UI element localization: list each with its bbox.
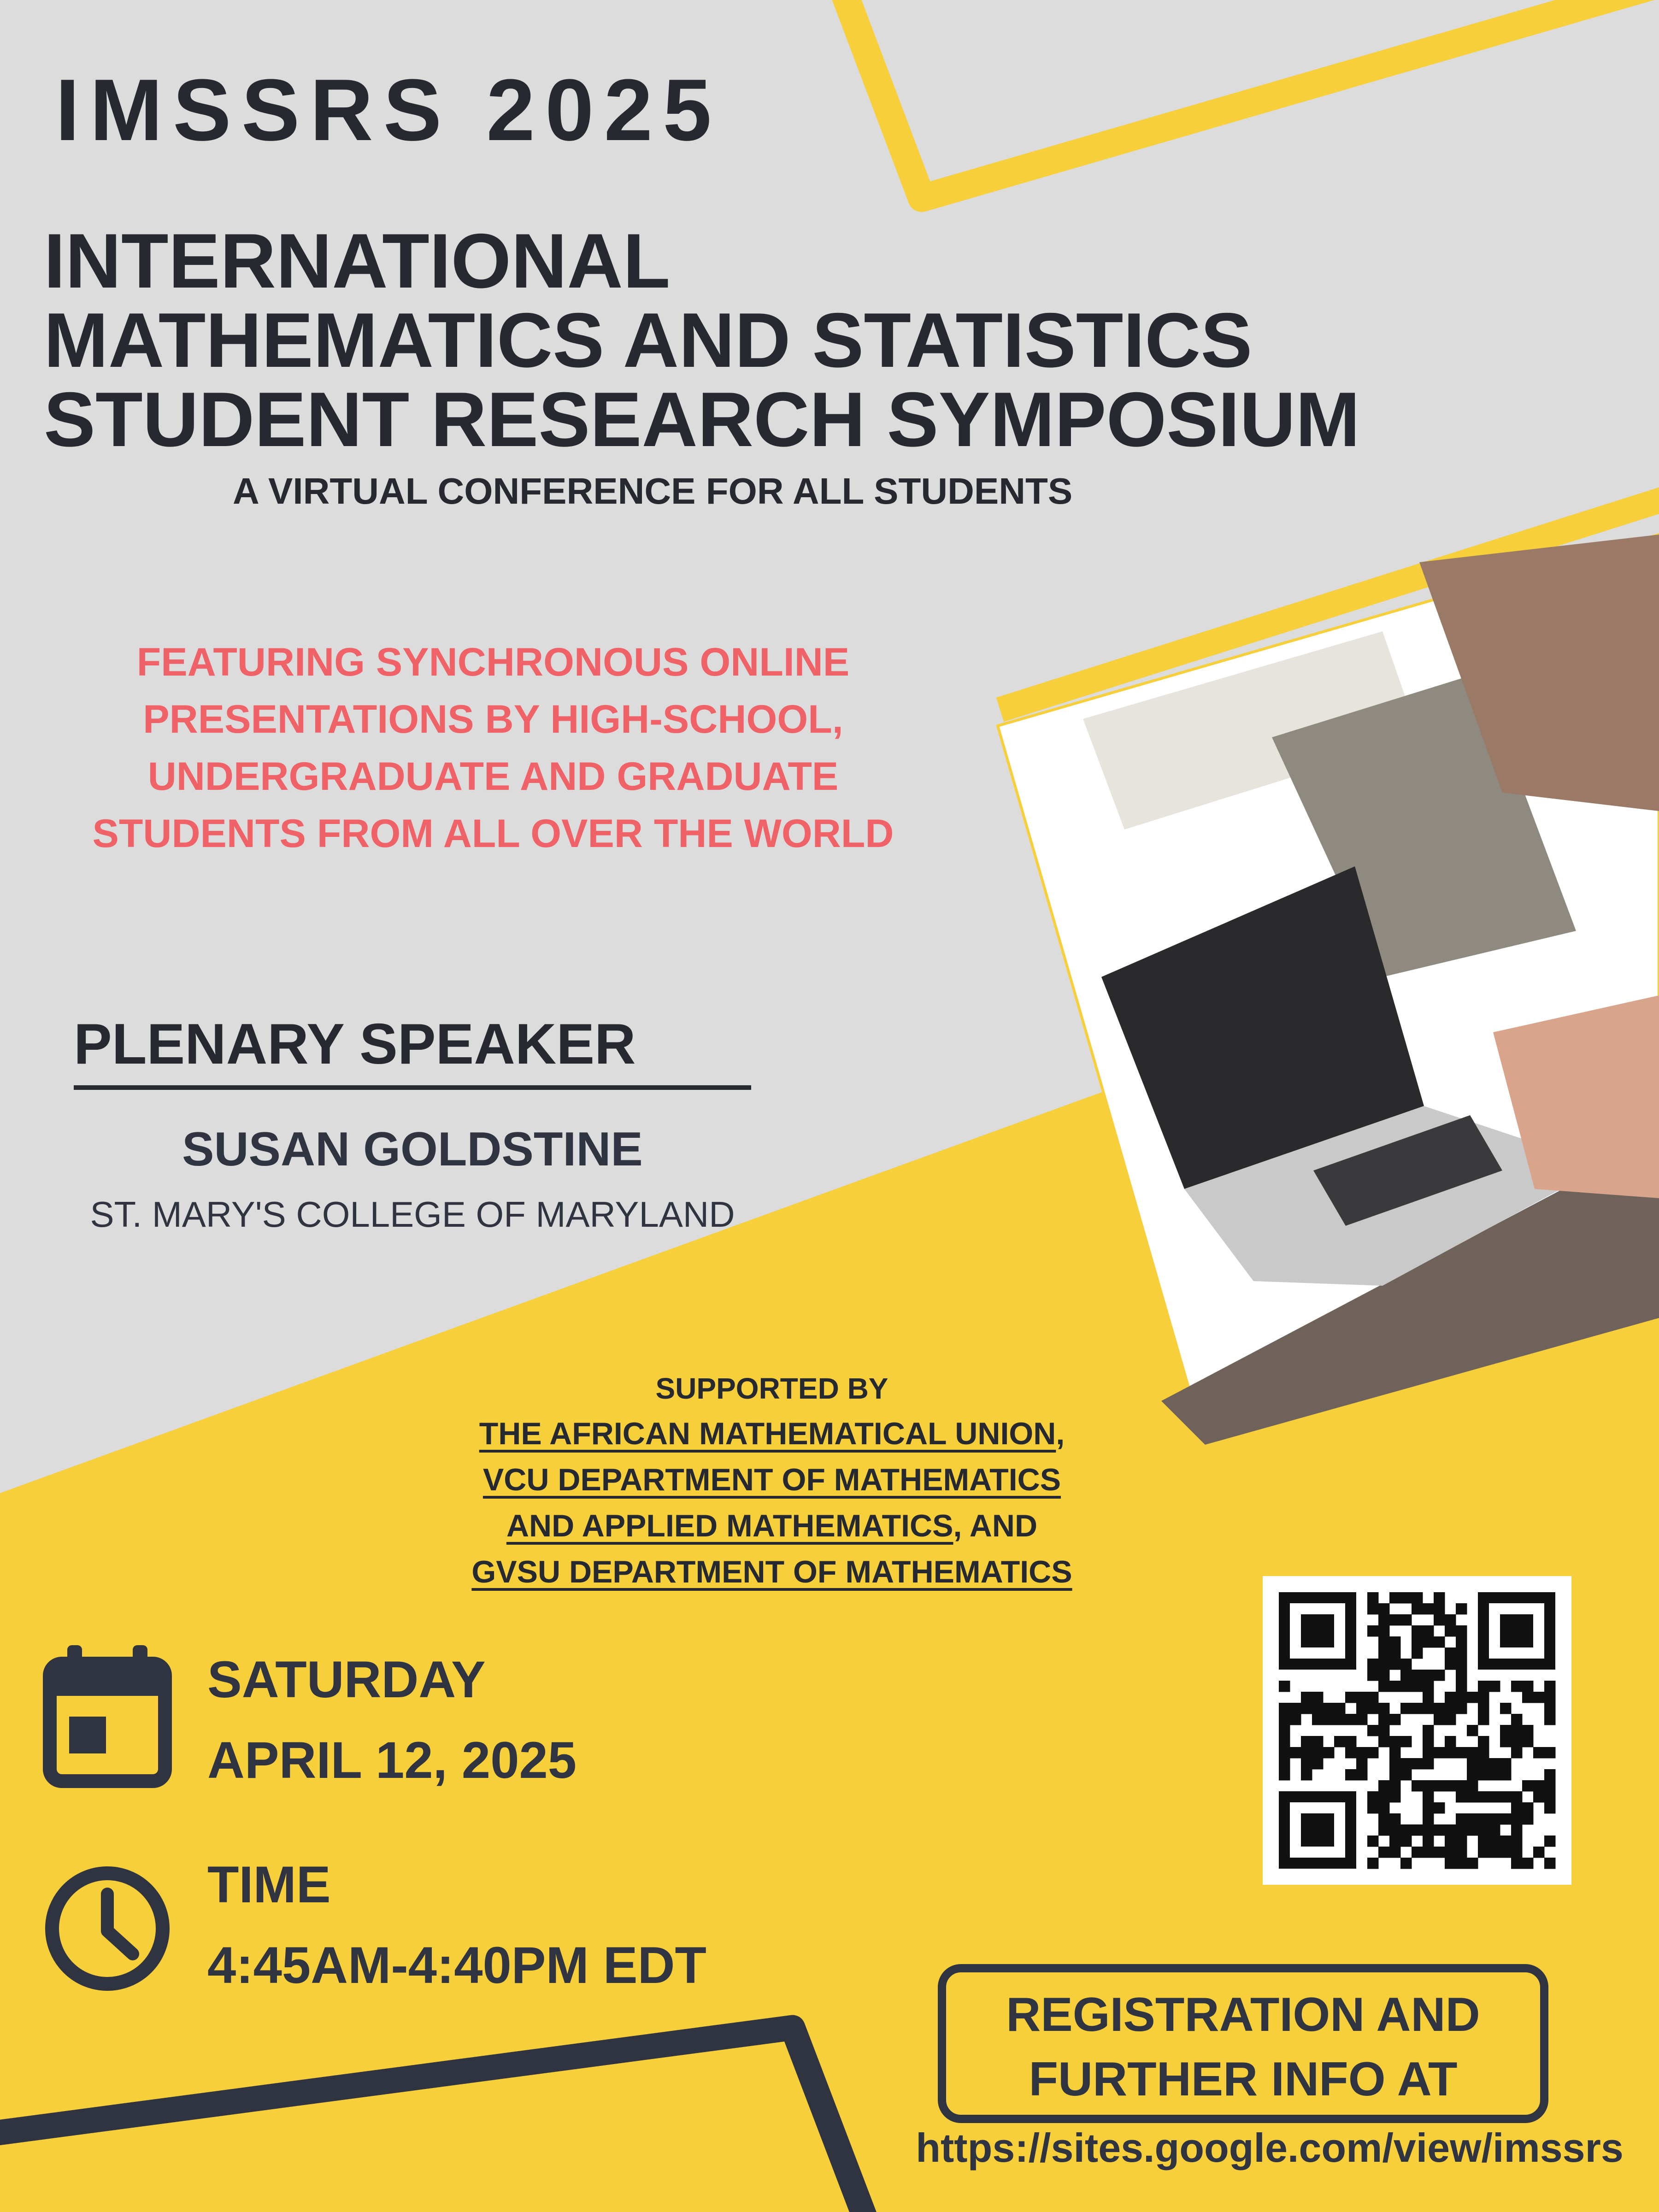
qr-module [1378, 1802, 1390, 1814]
qr-module [1301, 1703, 1312, 1714]
qr-module [1456, 1813, 1467, 1825]
qr-module [1434, 1614, 1445, 1626]
event-date: APRIL 12, 2025 [207, 1731, 577, 1789]
qr-module [1456, 1647, 1467, 1659]
qr-module [1367, 1802, 1379, 1814]
qr-module [1323, 1714, 1335, 1725]
qr-module [1434, 1703, 1445, 1714]
qr-module [1489, 1758, 1500, 1770]
qr-module [1456, 1847, 1467, 1858]
qr-module [1356, 1703, 1368, 1714]
qr-module [1400, 1659, 1412, 1670]
qr-module [1367, 1692, 1379, 1703]
qr-module [1500, 1736, 1512, 1747]
event-title-line: MATHEMATICS AND STATISTICS [44, 297, 1253, 383]
qr-module [1500, 1791, 1512, 1803]
qr-module [1378, 1813, 1390, 1825]
qr-module [1434, 1824, 1445, 1836]
qr-module [1301, 1813, 1334, 1847]
qr-module [1389, 1736, 1401, 1747]
sponsor-line [438, 1503, 1106, 1549]
qr-module [1456, 1703, 1467, 1714]
qr-module [1533, 1791, 1545, 1803]
qr-module [1500, 1758, 1512, 1770]
qr-module [1378, 1703, 1390, 1714]
qr-module [1378, 1736, 1390, 1747]
qr-module [1478, 1692, 1489, 1703]
qr-module [1279, 1758, 1290, 1770]
qr-module [1478, 1824, 1489, 1836]
qr-module [1445, 1703, 1456, 1714]
qr-module [1356, 1692, 1368, 1703]
qr-module [1423, 1824, 1434, 1836]
sponsor-line [438, 1457, 1106, 1503]
qr-module [1522, 1858, 1534, 1869]
qr-module [1334, 1714, 1346, 1725]
qr-module [1445, 1625, 1456, 1637]
qr-module [1434, 1592, 1445, 1604]
qr-module [1356, 1747, 1368, 1759]
time-value: 4:45AM-4:40PM EDT [207, 1936, 706, 1994]
qr-module [1345, 1747, 1357, 1759]
qr-module [1522, 1802, 1534, 1814]
qr-module [1456, 1670, 1467, 1681]
qr-module [1367, 1625, 1379, 1637]
featuring-line: PRESENTATIONS BY HIGH-SCHOOL, [143, 697, 843, 741]
qr-module [1445, 1824, 1456, 1836]
qr-module [1489, 1835, 1500, 1847]
featuring-line: FEATURING SYNCHRONOUS ONLINE [136, 640, 850, 684]
qr-module [1489, 1824, 1500, 1836]
qr-module [1378, 1824, 1390, 1836]
qr-module [1323, 1703, 1335, 1714]
qr-module [1445, 1835, 1456, 1847]
qr-module [1356, 1758, 1368, 1770]
qr-module [1312, 1692, 1324, 1703]
qr-module [1500, 1813, 1512, 1825]
qr-module [1378, 1636, 1390, 1648]
qr-module [1445, 1847, 1456, 1858]
qr-module [1312, 1714, 1324, 1725]
qr-module [1290, 1747, 1301, 1759]
qr-module [1423, 1791, 1434, 1803]
speaker-name: SUSAN GOLDSTINE [182, 1123, 643, 1176]
event-title-line: INTERNATIONAL [44, 218, 671, 304]
sponsor-link-african-mathematical-union[interactable]: THE AFRICAN MATHEMATICAL UNION [479, 1416, 1056, 1451]
qr-module [1412, 1780, 1423, 1792]
qr-module [1279, 1725, 1290, 1736]
qr-module [1533, 1747, 1545, 1759]
qr-module [1378, 1847, 1390, 1858]
qr-module [1412, 1824, 1423, 1836]
event-acronym: IMSSRS 2025 [55, 61, 722, 159]
qr-module [1522, 1780, 1534, 1792]
featuring-text [55, 634, 931, 862]
qr-module [1367, 1592, 1379, 1604]
qr-module [1544, 1802, 1556, 1814]
qr-module [1489, 1791, 1500, 1803]
qr-module [1400, 1670, 1412, 1681]
qr-module [1301, 1692, 1312, 1703]
qr-module [1522, 1692, 1534, 1703]
qr-module [1478, 1714, 1489, 1725]
qr-module [1434, 1670, 1445, 1681]
qr-module [1356, 1714, 1368, 1725]
qr-module [1434, 1603, 1445, 1615]
qr-module [1412, 1647, 1423, 1659]
sponsor-link-gvsu-mathematics[interactable]: GVSU DEPARTMENT OF MATHEMATICS [471, 1554, 1072, 1589]
qr-module [1367, 1858, 1379, 1869]
qr-module [1389, 1592, 1401, 1604]
qr-module [1456, 1659, 1467, 1670]
qr-module [1522, 1681, 1534, 1692]
qr-module [1400, 1858, 1412, 1869]
qr-module [1434, 1636, 1445, 1648]
qr-module [1500, 1847, 1512, 1858]
qr-module [1500, 1725, 1512, 1736]
qr-module [1434, 1780, 1445, 1792]
qr-module [1423, 1780, 1434, 1792]
qr-module [1544, 1835, 1556, 1847]
qr-module [1389, 1780, 1401, 1792]
qr-module [1423, 1758, 1434, 1770]
qr-module [1389, 1835, 1401, 1847]
qr-module [1400, 1758, 1412, 1770]
qr-module [1423, 1670, 1434, 1681]
qr-module [1445, 1780, 1456, 1792]
qr-module [1367, 1670, 1379, 1681]
qr-module [1467, 1813, 1478, 1825]
qr-module [1467, 1725, 1478, 1736]
qr-module [1511, 1847, 1523, 1858]
qr-module [1511, 1835, 1523, 1847]
qr-module [1389, 1847, 1401, 1858]
qr-module [1389, 1747, 1401, 1759]
qr-module [1544, 1769, 1556, 1781]
qr-module [1378, 1791, 1390, 1803]
sponsor-line [438, 1549, 1106, 1595]
qr-module [1456, 1835, 1467, 1847]
qr-module [1423, 1736, 1434, 1747]
qr-module [1544, 1703, 1556, 1714]
qr-module [1378, 1780, 1390, 1792]
qr-module [1389, 1681, 1401, 1692]
qr-module [1467, 1780, 1478, 1792]
qr-module [1511, 1714, 1523, 1725]
sponsor-separator: , [1056, 1416, 1065, 1451]
qr-module [1356, 1769, 1368, 1781]
registration-box [938, 1964, 1548, 2123]
qr-module [1378, 1647, 1390, 1659]
qr-module [1345, 1769, 1357, 1781]
qr-module [1511, 1725, 1523, 1736]
qr-module [1456, 1747, 1467, 1759]
qr-module [1378, 1614, 1390, 1626]
qr-module [1467, 1692, 1478, 1703]
qr-module [1544, 1747, 1556, 1759]
registration-line: FURTHER INFO AT [1029, 2053, 1458, 2106]
registration-line: REGISTRATION AND [1006, 1988, 1480, 2041]
qr-module [1544, 1714, 1556, 1725]
qr-module [1412, 1592, 1423, 1604]
qr-module [1389, 1659, 1401, 1670]
qr-module [1279, 1681, 1290, 1692]
qr-module [1367, 1703, 1379, 1714]
qr-module [1290, 1714, 1301, 1725]
qr-module [1423, 1747, 1434, 1759]
qr-module [1456, 1681, 1467, 1692]
clock-icon [41, 1862, 174, 1995]
plenary-speaker-heading: PLENARY SPEAKER [74, 1012, 636, 1076]
event-title-line: STUDENT RESEARCH SYMPOSIUM [44, 376, 1360, 463]
event-subtitle: A VIRTUAL CONFERENCE FOR ALL STUDENTS [233, 471, 1073, 512]
qr-module [1412, 1703, 1423, 1714]
qr-module [1456, 1603, 1467, 1615]
qr-module [1445, 1647, 1456, 1659]
qr-module [1345, 1714, 1357, 1725]
qr-module [1511, 1681, 1523, 1692]
qr-module [1511, 1802, 1523, 1814]
qr-module [1378, 1625, 1390, 1637]
qr-module [1511, 1747, 1523, 1759]
qr-module [1279, 1714, 1290, 1725]
qr-module [1290, 1703, 1301, 1714]
qr-module [1467, 1769, 1478, 1781]
qr-module [1412, 1670, 1423, 1681]
qr-module [1522, 1736, 1534, 1747]
qr-module [1423, 1625, 1434, 1637]
supported-by-label: SUPPORTED BY [655, 1372, 888, 1405]
qr-module [1367, 1835, 1379, 1847]
qr-module [1279, 1736, 1290, 1747]
qr-module [1412, 1636, 1423, 1648]
qr-module [1367, 1791, 1379, 1803]
qr-module [1489, 1681, 1500, 1692]
qr-module [1367, 1659, 1379, 1670]
calendar-icon [41, 1643, 174, 1790]
qr-module [1334, 1703, 1346, 1714]
qr-module [1312, 1703, 1324, 1714]
qr-module [1345, 1692, 1357, 1703]
qr-module [1389, 1791, 1401, 1803]
qr-module [1478, 1769, 1489, 1781]
qr-module [1489, 1813, 1500, 1825]
qr-module [1301, 1736, 1312, 1747]
qr-module [1478, 1747, 1489, 1759]
qr-module [1445, 1747, 1456, 1759]
qr-module [1511, 1791, 1523, 1803]
event-title [44, 218, 1360, 463]
qr-module [1467, 1858, 1478, 1869]
qr-module [1445, 1714, 1456, 1725]
qr-module [1467, 1791, 1478, 1803]
qr-module [1423, 1847, 1434, 1858]
qr-module [1389, 1824, 1401, 1836]
qr-module [1389, 1636, 1401, 1648]
qr-module [1522, 1725, 1534, 1736]
sponsor-link-vcu-applied-mathematics[interactable]: AND APPLIED MATHEMATICS [506, 1508, 953, 1543]
time-label: TIME [207, 1856, 331, 1913]
qr-module [1378, 1659, 1390, 1670]
qr-module [1544, 1692, 1556, 1703]
qr-module [1434, 1847, 1445, 1858]
featuring-line: UNDERGRADUATE AND GRADUATE [147, 754, 839, 799]
qr-module [1467, 1747, 1478, 1759]
qr-module [1544, 1681, 1556, 1692]
qr-module [1412, 1603, 1423, 1615]
qr-module [1456, 1858, 1467, 1869]
qr-module [1467, 1824, 1478, 1836]
qr-module [1367, 1603, 1379, 1615]
qr-module [1423, 1636, 1434, 1648]
qr-module [1423, 1835, 1434, 1847]
qr-module [1378, 1714, 1390, 1725]
qr-module [1367, 1747, 1379, 1759]
qr-module [1345, 1736, 1357, 1747]
qr-module [1423, 1813, 1434, 1825]
qr-module [1445, 1858, 1456, 1869]
qr-module [1423, 1703, 1434, 1714]
qr-module [1423, 1802, 1434, 1814]
qr-module [1378, 1681, 1390, 1692]
qr-module [1456, 1780, 1467, 1792]
registration-url-link[interactable]: https://sites.google.com/view/imssrs [916, 2125, 1624, 2171]
qr-module [1389, 1647, 1401, 1659]
qr-module [1400, 1835, 1412, 1847]
qr-module [1400, 1769, 1412, 1781]
qr-module [1334, 1736, 1346, 1747]
qr-module [1389, 1813, 1401, 1825]
qr-module [1312, 1747, 1324, 1759]
qr-module [1301, 1769, 1312, 1781]
qr-module [1533, 1780, 1545, 1792]
qr-module [1423, 1692, 1434, 1703]
qr-module [1511, 1824, 1523, 1836]
sponsor-separator: , AND [953, 1508, 1038, 1543]
qr-module [1533, 1692, 1545, 1703]
qr-module [1467, 1758, 1478, 1770]
qr-module [1478, 1791, 1489, 1803]
qr-module [1434, 1802, 1445, 1814]
featuring-line: STUDENTS FROM ALL OVER THE WORLD [92, 812, 894, 856]
qr-module [1544, 1780, 1556, 1792]
supported-by-block [438, 1366, 1106, 1595]
qr-module [1400, 1592, 1412, 1604]
qr-module [1511, 1736, 1523, 1747]
qr-module [1500, 1835, 1512, 1847]
qr-module [1323, 1747, 1335, 1759]
qr-module [1544, 1791, 1556, 1803]
top-right-yellow-frame [843, 0, 1659, 198]
qr-module [1378, 1725, 1390, 1736]
sponsor-link-vcu-mathematics[interactable]: VCU DEPARTMENT OF MATHEMATICS [482, 1462, 1061, 1497]
qr-module [1456, 1625, 1467, 1637]
plenary-heading-underline [74, 1085, 751, 1090]
qr-module [1489, 1847, 1500, 1858]
qr-module [1478, 1736, 1489, 1747]
qr-module [1423, 1725, 1434, 1736]
qr-module [1445, 1659, 1456, 1670]
qr-module [1511, 1858, 1523, 1869]
qr-module [1533, 1847, 1545, 1858]
qr-module [1412, 1681, 1423, 1692]
qr-module [1367, 1725, 1379, 1736]
qr-module [1400, 1736, 1412, 1747]
qr-module [1389, 1758, 1401, 1770]
qr-module [1400, 1824, 1412, 1836]
qr-module [1445, 1692, 1456, 1703]
qr-module [1301, 1758, 1312, 1770]
qr-module [1389, 1769, 1401, 1781]
qr-module [1423, 1603, 1434, 1615]
qr-module [1279, 1703, 1290, 1714]
qr-module [1378, 1603, 1390, 1615]
qr-module [1412, 1625, 1423, 1637]
qr-module [1478, 1681, 1489, 1692]
qr-module [1478, 1703, 1489, 1714]
speaker-affiliation: ST. MARY'S COLLEGE OF MARYLAND [90, 1194, 735, 1235]
qr-module [1312, 1758, 1324, 1770]
qr-module [1445, 1736, 1456, 1747]
qr-module [1400, 1614, 1412, 1626]
qr-module [1279, 1747, 1290, 1759]
qr-module [1478, 1813, 1489, 1825]
qr-module [1389, 1614, 1401, 1626]
qr-module [1279, 1769, 1290, 1781]
qr-module [1500, 1769, 1512, 1781]
qr-module [1511, 1813, 1523, 1825]
qr-module [1478, 1758, 1489, 1770]
qr-module [1400, 1681, 1412, 1692]
qr-module [1489, 1769, 1500, 1781]
qr-code[interactable] [1263, 1576, 1571, 1885]
qr-module [1445, 1614, 1456, 1626]
qr-module [1544, 1858, 1556, 1869]
qr-module [1522, 1813, 1534, 1825]
qr-module [1500, 1614, 1533, 1647]
qr-module [1301, 1747, 1312, 1759]
qr-module [1500, 1703, 1512, 1714]
qr-module [1412, 1847, 1423, 1858]
qr-module [1389, 1714, 1401, 1725]
qr-module [1434, 1714, 1445, 1725]
qr-module [1456, 1824, 1467, 1836]
event-day: SATURDAY [207, 1651, 486, 1708]
qr-module [1400, 1703, 1412, 1714]
qr-module [1478, 1847, 1489, 1858]
sponsor-line [438, 1411, 1106, 1457]
qr-module [1412, 1758, 1423, 1770]
qr-module [1423, 1681, 1434, 1692]
qr-module [1434, 1747, 1445, 1759]
qr-module [1478, 1835, 1489, 1847]
qr-module [1301, 1614, 1334, 1647]
qr-module [1456, 1692, 1467, 1703]
qr-module [1456, 1636, 1467, 1648]
qr-module [1456, 1791, 1467, 1803]
qr-module [1378, 1670, 1390, 1681]
qr-module [1312, 1736, 1324, 1747]
